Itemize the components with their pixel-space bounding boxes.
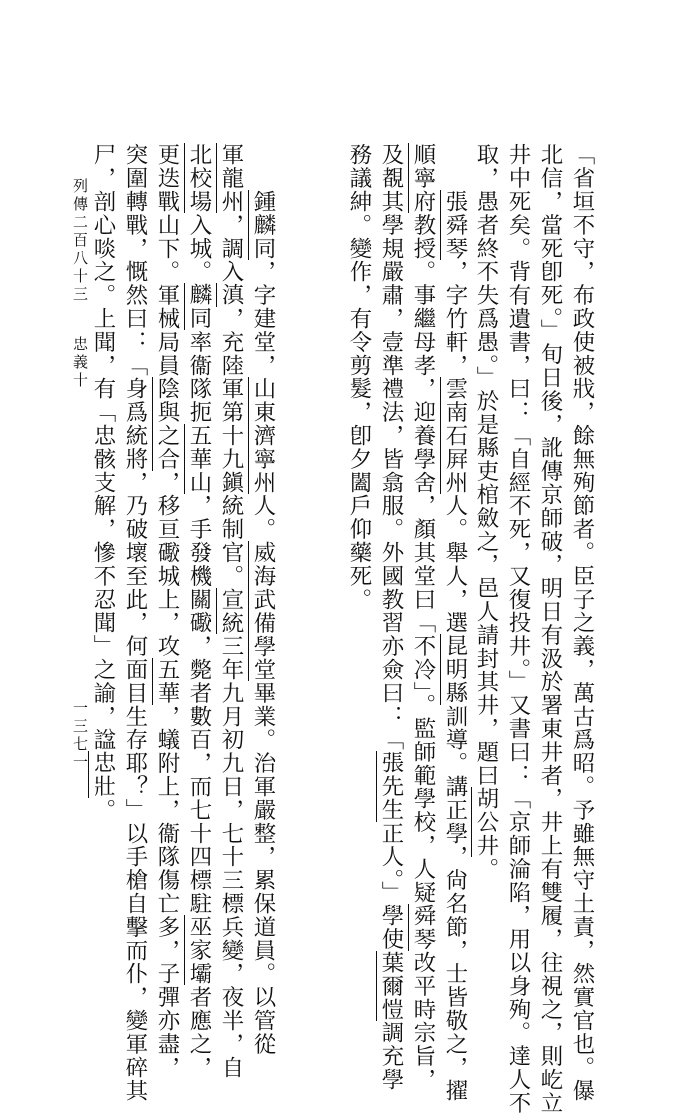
text-run: 。 [90, 798, 116, 822]
text-column [375, 143, 407, 1092]
proper-name: 北校場 [186, 143, 212, 214]
text-run: 入城。 [186, 213, 212, 284]
text-run: 教授。事繼母孝，迎養學舍，顏其堂曰「不冷」。監師範學校，人疑 [410, 213, 436, 905]
text-run: 改平時宗旨， [410, 950, 436, 1092]
proper-name: 五華 [154, 657, 180, 705]
proper-name: 宣統 [218, 587, 244, 635]
text-column [215, 143, 247, 1080]
proper-name: 鍾麟同 [250, 189, 276, 261]
text-run: 突圍轉戰，慨然曰：「身爲統將，乃破壞至此，何面目生存耶？」以手槍自擊而仆，變軍碎其 [122, 143, 148, 1103]
text-run [250, 143, 276, 190]
proper-name: 胡公井 [473, 787, 499, 858]
text-column [343, 143, 375, 953]
section-title: 忠義十 [71, 336, 89, 390]
text-run: 。 [473, 857, 499, 881]
proper-name: 山東濟寧州 [250, 377, 276, 495]
text-run: 更迭戰山下。軍械局員 [154, 143, 180, 377]
proper-name: 軍龍州 [218, 143, 244, 214]
text-run: 北信，當死卽死。」旬日後，訛傳京師破，明日有汲於署東井者，井上有雙履，往視之，則屹立 [537, 143, 563, 1115]
proper-name: 昆明縣 [442, 634, 468, 705]
text-column [502, 143, 534, 1115]
proper-name: 麟同 [186, 283, 212, 331]
text-column [407, 143, 439, 1092]
text-run: 訓導。講正學，尙名節，士皆敬之，擢 [442, 704, 468, 1103]
proper-name: 威海武備學堂 [250, 540, 276, 682]
text-run: ，調入 [218, 213, 244, 284]
text-run: 務議紳。變作，有令剪髮，卽夕闔戶仰藥死。 [346, 143, 372, 611]
text-column [151, 143, 183, 1080]
proper-name: 忠壯 [90, 751, 116, 799]
text-run: 「省垣不守，布政使被戕，餘無殉節者。臣子之義，萬古爲昭。予雖無守土責，然實官也。儤 [569, 143, 595, 1103]
text-run: ，字竹軒， [442, 260, 468, 378]
text-run: 取，愚者終不失爲愚。」於是縣吏棺斂之，邑人請封其井，題曰 [473, 143, 499, 787]
text-run: ，充陸軍第十九鎭統制官。 [218, 306, 244, 588]
text-run: 人。 [250, 494, 276, 541]
text-run: 率衞隊扼 [186, 330, 212, 424]
proper-name: 巫家壩 [186, 915, 212, 986]
text-column [566, 143, 598, 1103]
proper-name: 順寧府 [410, 143, 436, 214]
text-column [247, 143, 279, 1056]
proper-name: 葉爾愷 [378, 950, 404, 1022]
proper-name: 陰與之合 [154, 377, 180, 471]
text-run: 者應之， [186, 985, 212, 1080]
text-run: ，移亘礮城上，攻 [154, 470, 180, 658]
text-run: 尸，剖心啖之。上聞，有「忠骸支解，慘不忍聞」之諭，諡 [90, 143, 116, 752]
text-run [442, 143, 468, 190]
running-title: 列傳二百八十三 [71, 178, 89, 304]
text-column [470, 143, 502, 953]
text-run: 三年九月初九日，七十三標兵變，夜半，自 [218, 634, 244, 1080]
text-run: 調充學 [378, 1021, 404, 1092]
proper-name: 張先生 [378, 751, 404, 822]
proper-name: 五華山 [186, 423, 212, 495]
text-run: 畢業。治軍嚴整，累保道員。以管從 [250, 681, 276, 1056]
text-run: ，蟻附上，衞隊傷亡多，子彈亦盡， [154, 704, 180, 1080]
proper-name: 滇 [218, 283, 244, 307]
text-run: 正人。」學使 [378, 821, 404, 951]
proper-name: 舜琴 [410, 904, 436, 951]
text-column [119, 143, 151, 1103]
text-run: 人。舉人，選 [442, 494, 468, 635]
text-run: ，手發機關礮，斃者數百，而七十四標駐 [186, 494, 212, 916]
text-column [439, 143, 471, 1103]
text-column [183, 143, 215, 1080]
proper-name: 張舜琴 [442, 189, 468, 261]
text-column [87, 143, 119, 953]
text-run: ，字建堂， [250, 260, 276, 378]
proper-name: 雲南石屛州 [442, 377, 468, 495]
page-number: 一三七一 [71, 700, 89, 772]
text-run: 及覩其學規嚴肅，壹準禮法，皆翕服。外國教習亦僉曰：「 [378, 143, 404, 752]
text-run: 井中死矣。背有遺書，曰：「自經不死，又復投井。」又書曰：「京師淪陷，用以身殉。達人不 [505, 143, 531, 1115]
text-column [534, 143, 566, 1115]
